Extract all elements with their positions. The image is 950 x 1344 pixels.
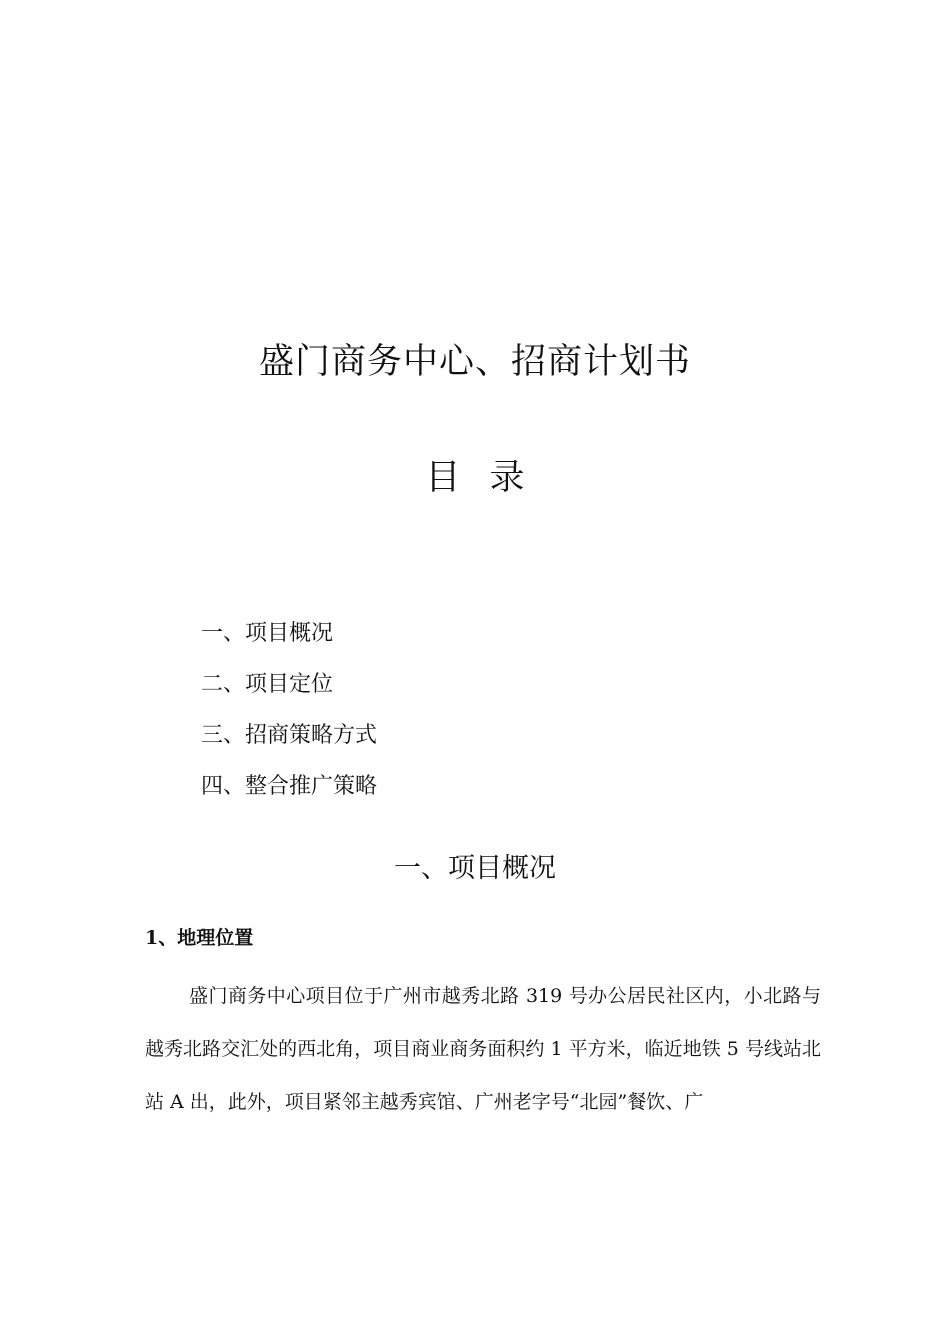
toc-item: 一、项目概况 (201, 621, 334, 646)
subsection-heading: 1、地理位置 (145, 927, 254, 949)
body-paragraph: 盛门商务中心项目位于广州市越秀北路 319 号办公居民社区内，小北路与越秀北路交汇处的西北角，项目商业商务面积约 1 平方米，临近地铁 5 号线站北站 A 出，此外，项目紧邻主越秀宾馆、广州老字号“北园”餐饮、广 (145, 985, 821, 1113)
toc-item: 二、项目定位 (201, 672, 334, 697)
document-title: 盛门商务中心、招商计划书 (258, 342, 691, 382)
table-of-contents (201, 617, 377, 821)
section-title: 一、项目概况 (394, 853, 556, 884)
toc-heading: 目 录 (425, 458, 525, 498)
toc-item: 四、整合推广策略 (201, 774, 378, 799)
toc-item: 三、招商策略方式 (201, 723, 378, 748)
